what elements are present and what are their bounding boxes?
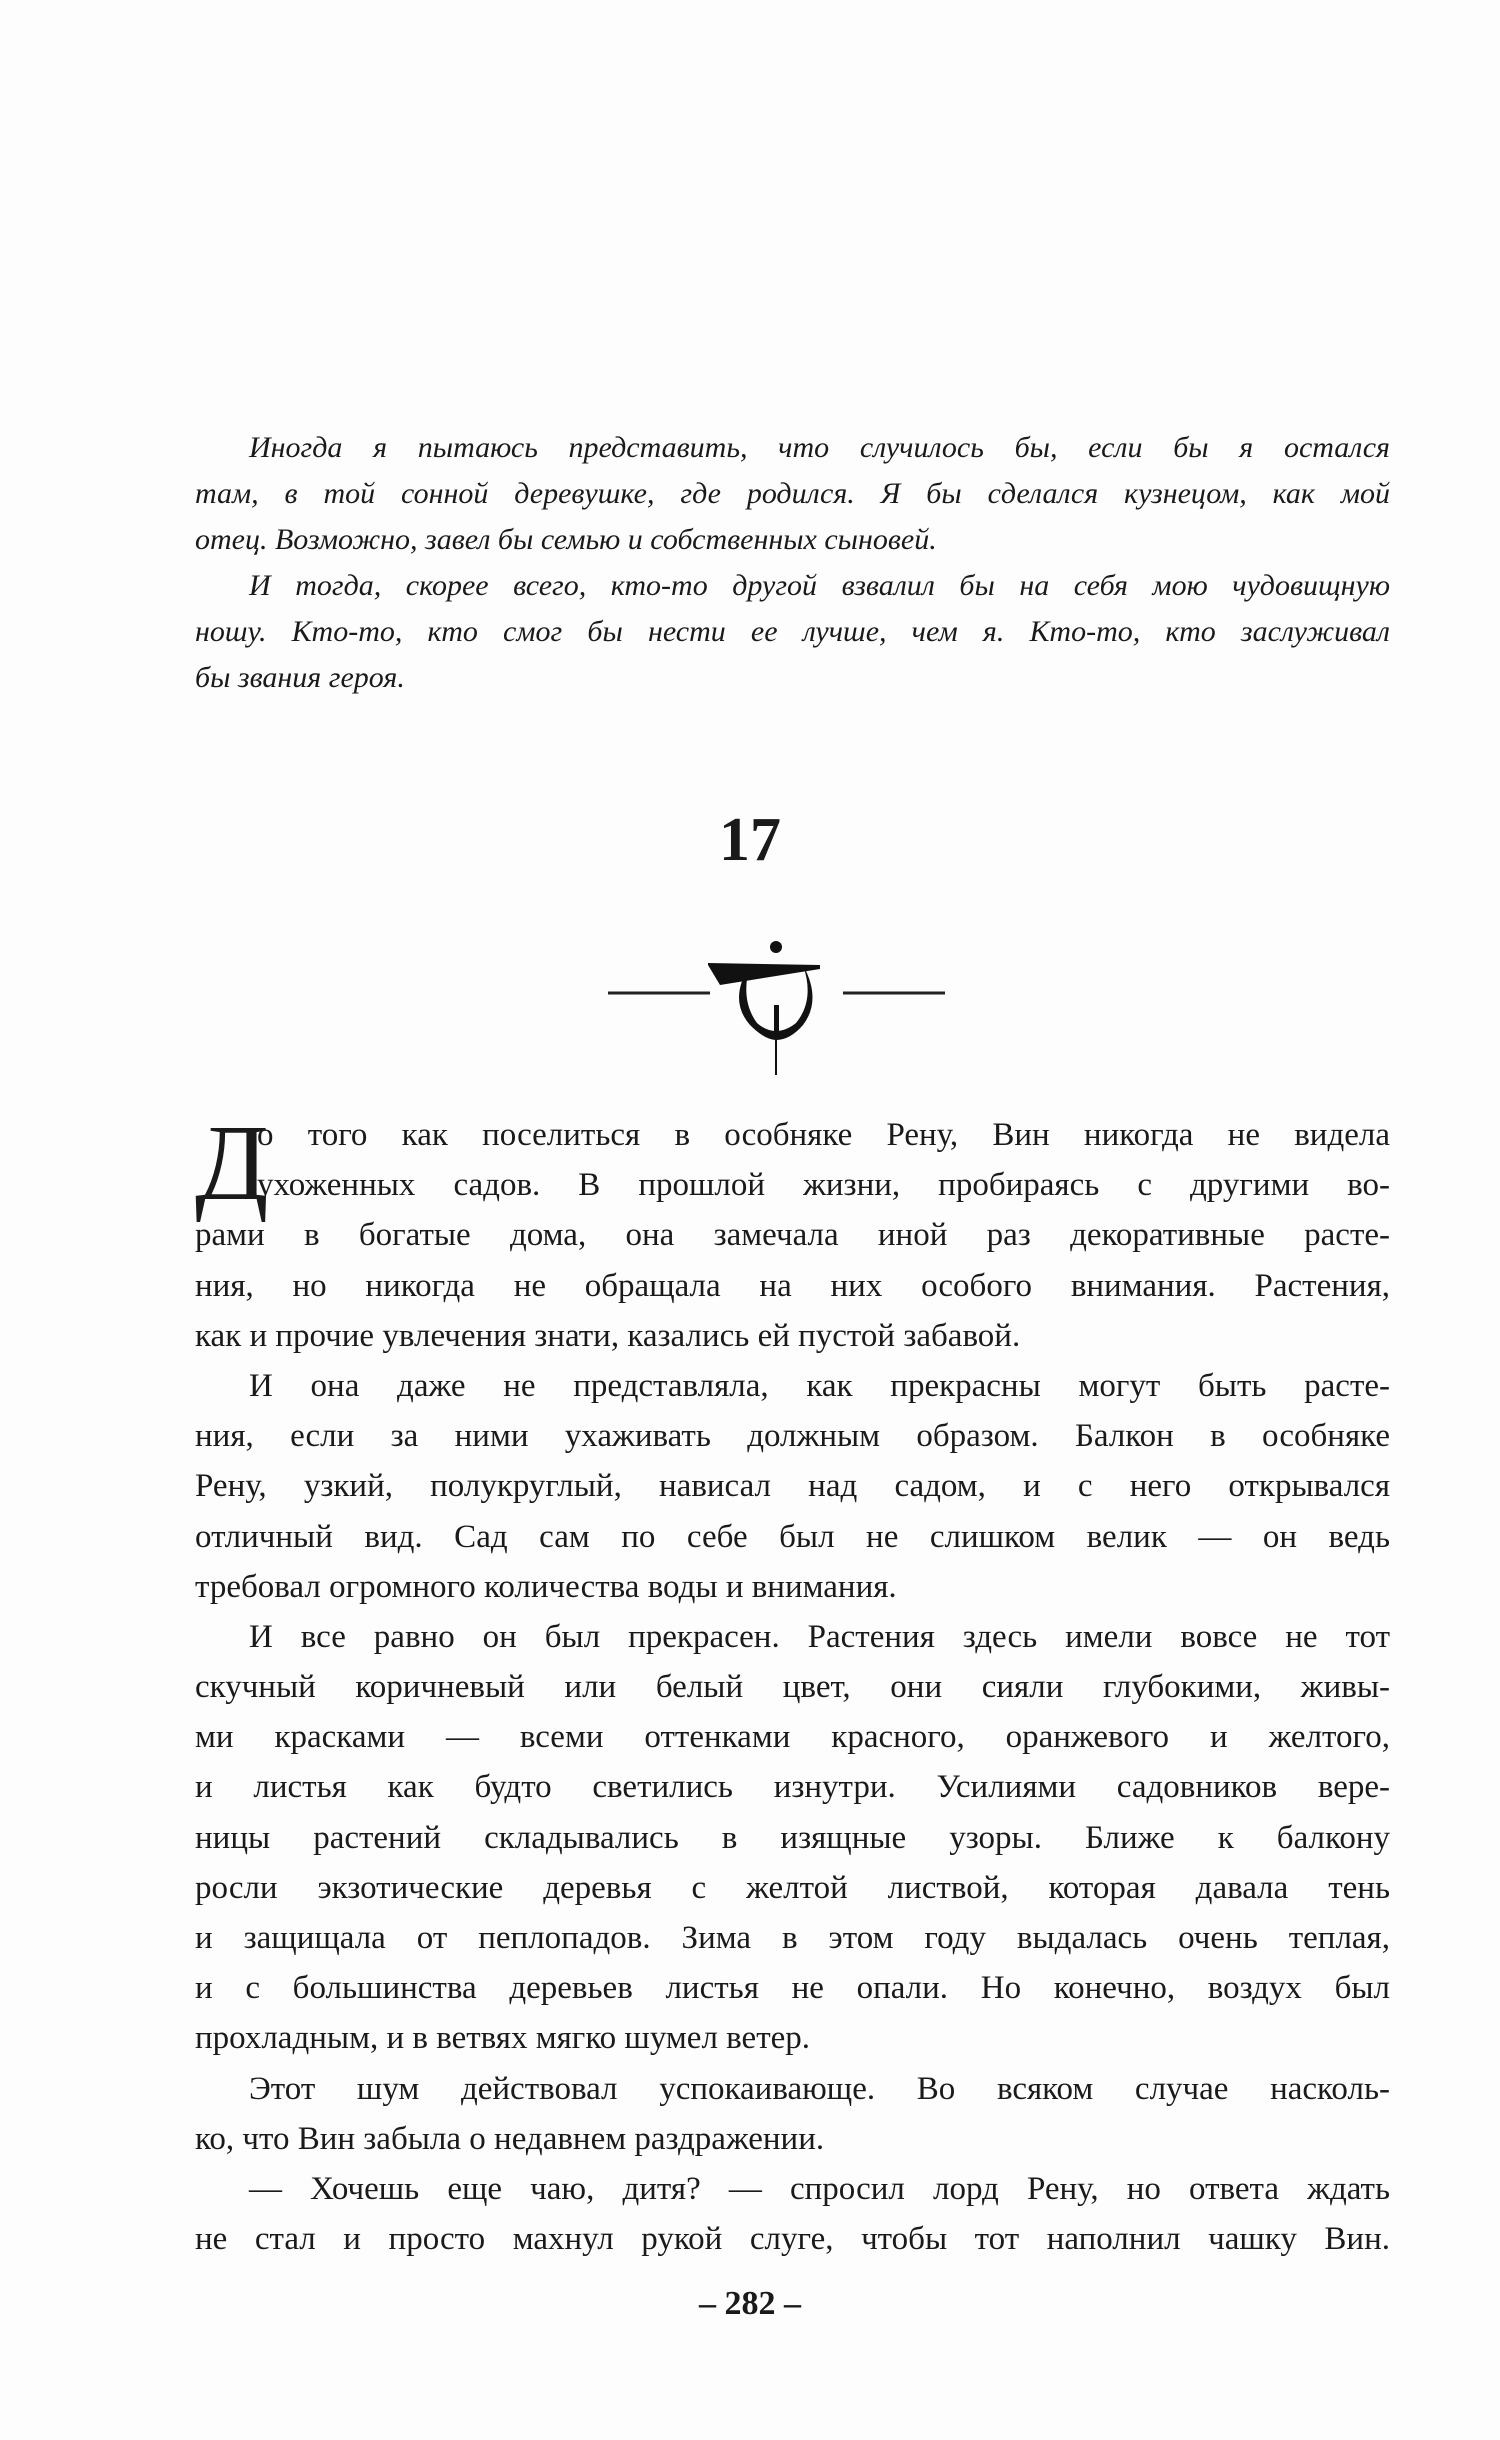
epigraph-line: там, в той сонной деревушке, где родился. Я бы сделался кузнецом, как мой — [195, 477, 1390, 510]
body-line: Этот шум действовал успокаивающе. Во всяком случае насколь- — [249, 2070, 1390, 2107]
body-line: ницы растений складывались в изящные узоры. Ближе к балкону — [195, 1819, 1390, 1856]
body-line: о того как поселиться в особняке Рену, Вин никогда не видела — [257, 1117, 1390, 1153]
body-line: И все равно он был прекрасен. Растения здесь имели вовсе не тот — [249, 1618, 1390, 1655]
epigraph-line: бы звания героя. — [195, 661, 405, 694]
allomantic-symbol-icon — [600, 925, 955, 1075]
body-line: Рену, узкий, полукруглый, нависал над садом, и с него открывался — [195, 1468, 1390, 1505]
body-line: и листья как будто светились изнутри. Усилиями садовников вере- — [195, 1769, 1390, 1806]
chapter-number: 17 — [719, 806, 781, 874]
body-line: И она даже не представляла, как прекрасны могут быть расте- — [249, 1367, 1390, 1404]
body-line: скучный коричневый или белый цвет, они сияли глубокими, живы- — [195, 1669, 1390, 1706]
body-line: ния, но никогда не обращала на них особого внимания. Растения, — [195, 1267, 1390, 1304]
epigraph-line: И тогда, скорее всего, кто-то другой взвалил бы на себя мою чудовищную — [249, 569, 1390, 602]
body-line: ния, если за ними ухаживать должным образом. Балкон в особняке — [195, 1418, 1390, 1455]
body-line: и защищала от пеплопадов. Зима в этом году выдалась очень теплая, — [195, 1920, 1390, 1956]
body-line: отличный вид. Сад сам по себе был не слишком велик — он ведь — [195, 1518, 1390, 1555]
body-line: требовал огромного количества воды и внимания. — [195, 1568, 897, 1605]
epigraph-line: отец. Возможно, завел бы семью и собственных сыновей. — [195, 523, 937, 556]
body-line: не стал и просто махнул рукой слуге, чтобы тот наполнил чашку Вин. — [195, 2221, 1390, 2258]
epigraph-line: Иногда я пытаюсь представить, что случилось бы, если бы я остался — [249, 431, 1390, 464]
body-line: рами в богатые дома, она замечала иной раз декоративные расте- — [195, 1217, 1390, 1254]
body-line: росли экзотические деревья с желтой листвой, которая давала тень — [195, 1869, 1390, 1906]
page-number: – 282 – — [699, 2285, 801, 2322]
drop-cap: Д — [195, 1104, 269, 1223]
body-line: прохладным, и в ветвях мягко шумел ветер. — [195, 2020, 811, 2057]
body-line: — Хочешь еще чаю, дитя? — спросил лорд Рену, но ответа ждать — [249, 2170, 1390, 2207]
body-line: как и прочие увлечения знати, казались ей пустой забавой. — [195, 1317, 1021, 1354]
chapter-body — [195, 1104, 1390, 2264]
epigraph-line: ношу. Кто-то, кто смог бы нести ее лучше, чем я. Кто-то, кто заслуживал — [195, 615, 1390, 648]
body-line: и с большинства деревьев листья не опали. Но конечно, воздух был — [195, 1970, 1390, 2007]
body-line: ми красками — всеми оттенками красного, оранжевого и желтого, — [195, 1719, 1390, 1756]
body-line: ко, что Вин забыла о недавнем раздражении. — [195, 2120, 825, 2157]
epigraph — [195, 425, 1390, 701]
body-line: ухоженных садов. В прошлой жизни, пробираясь с другими во- — [257, 1167, 1390, 1204]
